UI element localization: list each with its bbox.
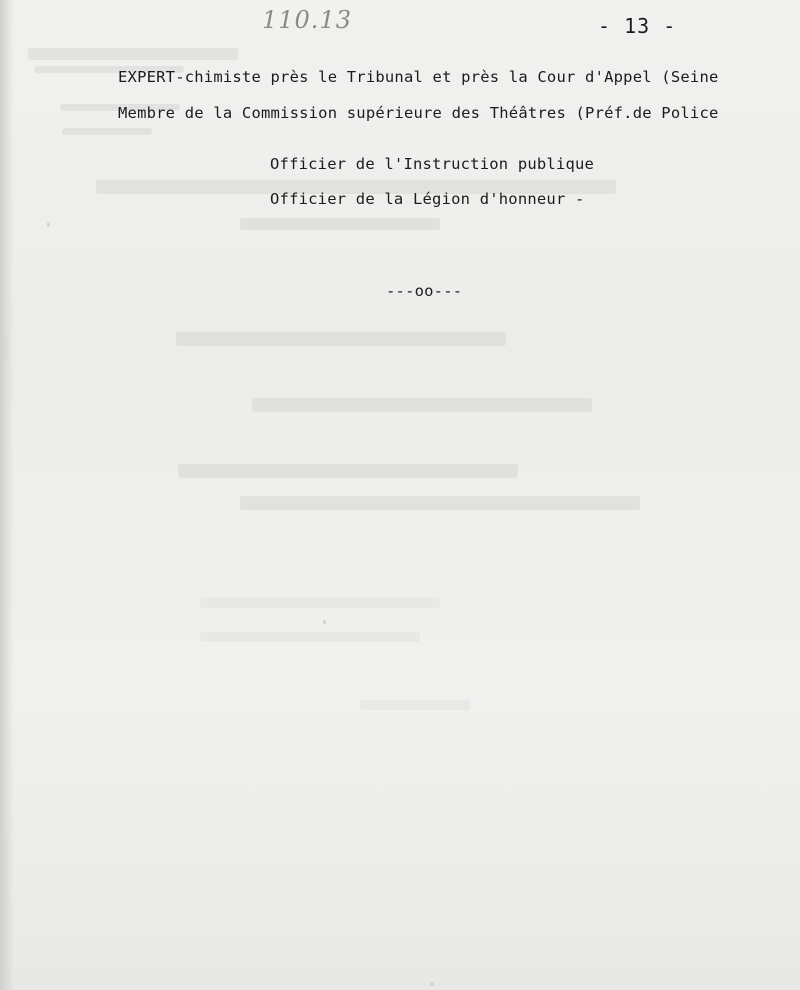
bleed-through-block (176, 332, 506, 346)
bleed-through-block (200, 598, 440, 608)
page-number: - 13 - (598, 14, 677, 38)
officier-instruction-line: Officier de l'Instruction publique (270, 155, 595, 173)
expert-title-line: EXPERT-chimiste près le Tribunal et près la Cour d'Appel (Seine (118, 68, 719, 86)
handwritten-reference-note: 110.13 (262, 6, 352, 34)
scan-speck (323, 620, 326, 624)
bleed-through-block (360, 700, 470, 710)
scan-speck (430, 982, 434, 986)
bleed-through-block (252, 398, 592, 412)
bleed-through-block (240, 218, 440, 230)
membre-title-line: Membre de la Commission supérieure des Théâtres (Préf.de Police (118, 104, 719, 122)
officier-legion-line: Officier de la Légion d'honneur - (270, 190, 585, 208)
bleed-through-block (178, 464, 518, 478)
bleed-through-block (28, 48, 238, 60)
bleed-through-block (62, 128, 152, 135)
section-separator: ---oo--- (386, 282, 463, 300)
bleed-through-block (240, 496, 640, 510)
bleed-through-block (200, 632, 420, 642)
scan-speck (47, 222, 50, 227)
